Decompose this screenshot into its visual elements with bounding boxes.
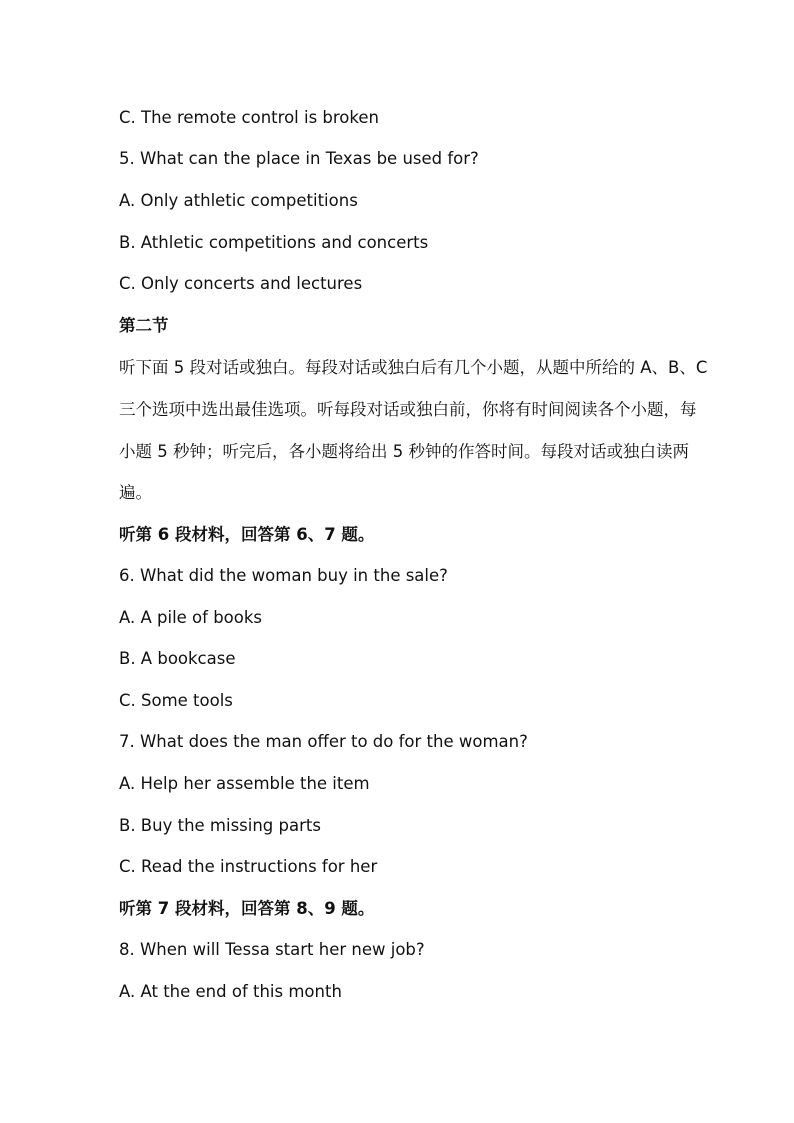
option-5c: C. Only concerts and lectures (119, 274, 363, 293)
option-8a: A. At the end of this month (119, 982, 342, 1001)
option-5b: B. Athletic competitions and concerts (119, 233, 429, 252)
option-6a: A. A pile of books (119, 608, 263, 627)
option-5a: A. Only athletic competitions (119, 191, 358, 210)
option-4c: C. The remote control is broken (119, 108, 379, 127)
instructions-line-3: 小题 5 秒钟；听完后，各小题将给出 5 秒钟的作答时间。每段对话或独白读两 (119, 442, 689, 461)
section-heading: 第二节 (119, 316, 169, 335)
instructions-line-4: 遍。 (119, 483, 152, 502)
material-6-heading: 听第 6 段材料，回答第 6、7 题。 (119, 525, 375, 544)
question-7: 7. What does the man offer to do for the woman? (119, 732, 528, 751)
instructions-line-2: 三个选项中选出最佳选项。听每段对话或独白前，你将有时间阅读各个小题，每 (119, 400, 697, 419)
option-6b: B. A bookcase (119, 649, 236, 668)
option-7c: C. Read the instructions for her (119, 857, 378, 876)
option-7a: A. Help her assemble the item (119, 774, 370, 793)
option-6c: C. Some tools (119, 691, 233, 710)
question-8: 8. When will Tessa start her new job? (119, 940, 425, 959)
material-7-heading: 听第 7 段材料，回答第 8、9 题。 (119, 899, 375, 918)
question-6: 6. What did the woman buy in the sale? (119, 566, 448, 585)
option-7b: B. Buy the missing parts (119, 816, 321, 835)
instructions-line-1: 听下面 5 段对话或独白。每段对话或独白后有几个小题，从题中所给的 A、B、C (119, 358, 708, 377)
question-5: 5. What can the place in Texas be used for? (119, 149, 479, 168)
